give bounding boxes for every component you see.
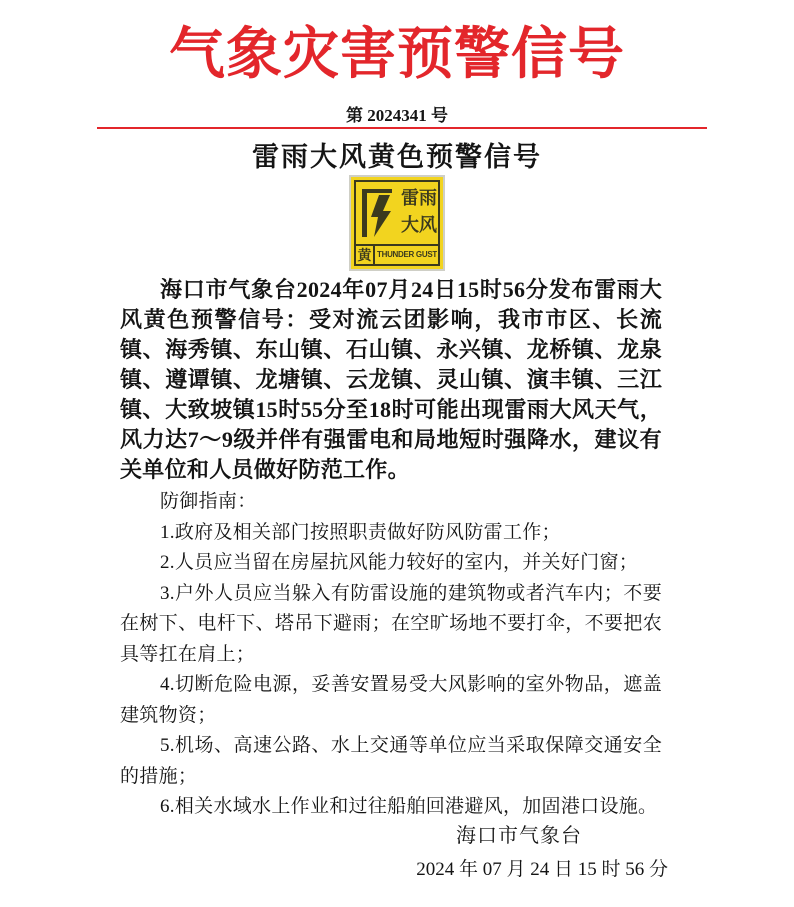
icon-bottom-band bbox=[356, 244, 438, 264]
lightning-flag-top bbox=[362, 189, 392, 193]
icon-words bbox=[400, 185, 438, 239]
lightning-bolt-shape bbox=[371, 195, 391, 237]
warning-title: 雷雨大风黄色预警信号 bbox=[252, 142, 542, 172]
lightning-flag-pole bbox=[362, 189, 367, 237]
icon-level-badge: 黄 bbox=[356, 246, 375, 264]
icon-label-top: 雷雨 bbox=[401, 188, 437, 208]
guidance-item: 5.机场、高速公路、水上交通等单位应当采取保障交通安全的措施； bbox=[120, 735, 662, 787]
issuer-name: 海口市气象台 bbox=[456, 825, 582, 847]
issue-date: 2024 年 07 月 24 日 15 时 56 分 bbox=[416, 859, 668, 880]
notice-body: 海口市气象台2024年07月24日15时56分发布雷雨大风黄色预警信号：受对流云团影响，我市市区、长流镇、海秀镇、东山镇、石山镇、永兴镇、龙桥镇、龙泉镇、遵谭镇、龙塘镇、云龙镇、灵山镇、演丰镇、三江镇、大致坡镇15时55分至18时可能出现雷雨大风天气，风力达7～9级并伴有强雷电和局地短时强降水，建议有关单位和人员做好防范工作。 bbox=[120, 277, 662, 482]
header-divider bbox=[97, 127, 707, 129]
document-number: 第 2024341 号 bbox=[346, 106, 448, 125]
guidance-section bbox=[120, 487, 662, 823]
lightning-flag-icon bbox=[359, 185, 397, 241]
icon-frame bbox=[354, 180, 440, 266]
guidance-item: 3.户外人员应当躲入有防雷设施的建筑物或者汽车内；不要在树下、电杆下、塔吊下避雨；在空旷场地不要打伞，不要把农具等扛在肩上； bbox=[120, 582, 662, 665]
guidance-heading: 防御指南： bbox=[160, 491, 257, 512]
thunder-gust-yellow-warning-icon bbox=[349, 175, 445, 271]
guidance-item: 1.政府及相关部门按照职责做好防风防雷工作； bbox=[160, 521, 561, 543]
guidance-item: 4.切断危险电源，妥善安置易受大风影响的室外物品，遮盖建筑物资； bbox=[120, 674, 662, 726]
guidance-item: 2.人员应当留在房屋抗风能力较好的室内，并关好门窗； bbox=[160, 552, 639, 573]
icon-caption: THUNDER GUST bbox=[377, 250, 437, 259]
icon-label-bottom: 大风 bbox=[401, 215, 437, 235]
guidance-item: 6.相关水域水上作业和过往船舶回港避风，加固港口设施。 bbox=[160, 796, 658, 817]
page-title: 气象灾害预警信号 bbox=[169, 22, 625, 85]
